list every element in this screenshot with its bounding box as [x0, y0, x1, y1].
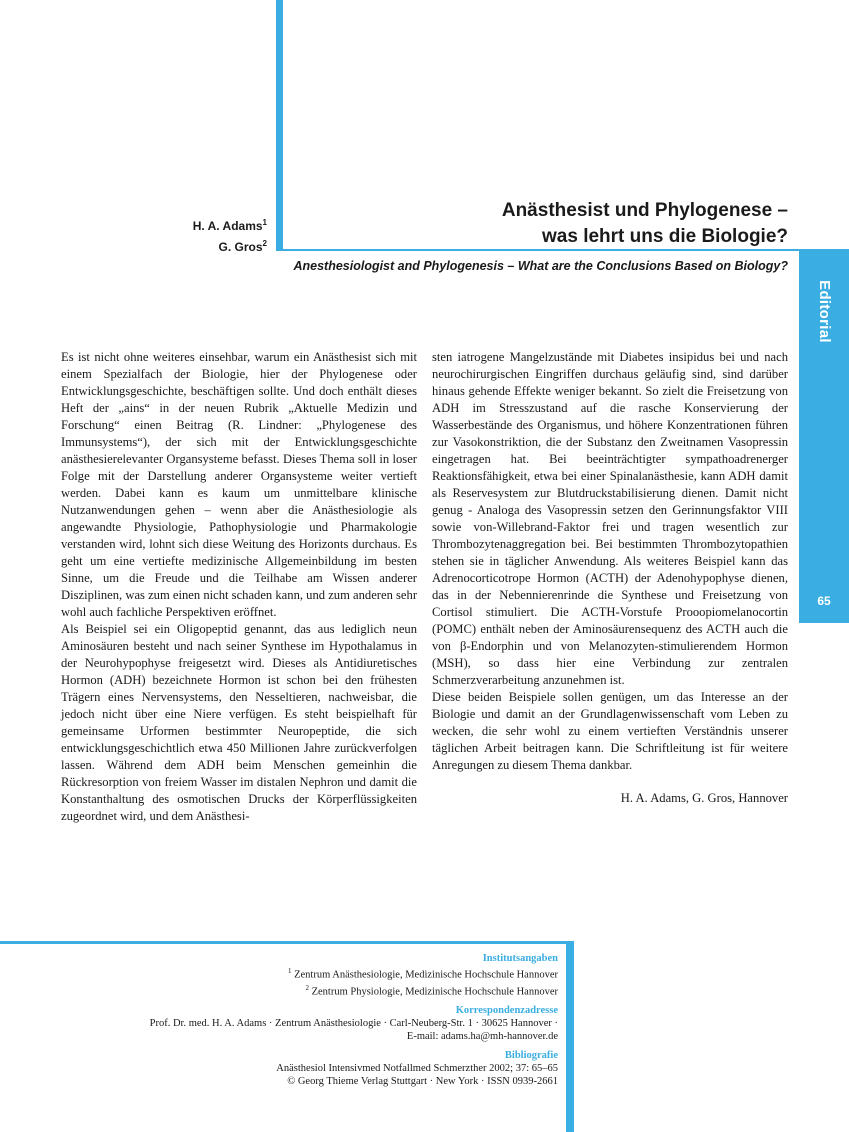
- institutions-heading: Institutsangaben: [482, 953, 558, 964]
- body-column-right: [432, 349, 788, 807]
- title-line: Anästhesist und Phylogenese –: [501, 200, 788, 221]
- section-label-text: Editorial: [815, 279, 833, 343]
- correspondence-heading: Korrespondenzadresse: [455, 1005, 558, 1016]
- bibliography-copyright: © Georg Thieme Verlag Stuttgart · New York · ISSN 0939-2661: [287, 1076, 558, 1087]
- institution-line: $^2$ Zentrum Physiologie, Medizinische Hochschule Hannover: [305, 983, 558, 997]
- author: H. A. Adams$^1$: [192, 218, 267, 233]
- bibliography-heading: Bibliografie: [504, 1050, 558, 1061]
- body-column-left: [61, 349, 417, 825]
- bibliography-citation: Anästhesiol Intensivmed Notfallmed Schmerzther 2002; 37: 65–65: [276, 1063, 558, 1074]
- accent-bar-vertical: [276, 0, 283, 251]
- author: G. Gros$^2$: [218, 239, 267, 254]
- footer-rule: [0, 941, 574, 944]
- section-label: [799, 251, 849, 371]
- footer-side-bar: [566, 941, 574, 1132]
- correspondence-email[interactable]: E-mail: adams.ha@mh-hannover.de: [406, 1031, 558, 1042]
- page-number: 65: [817, 594, 831, 608]
- title-line: was lehrt uns die Biologie?: [542, 226, 788, 247]
- article-subtitle: Anesthesiologist and Phylogenesis – What are the Conclusions Based on Biology?: [293, 259, 788, 273]
- author-list: [150, 214, 267, 256]
- article-title: [300, 198, 788, 250]
- article-info-box: [80, 952, 558, 1088]
- signature: H. A. Adams, G. Gros, Hannover: [620, 791, 788, 805]
- paragraph: Diese beiden Beispiele sollen genügen, um das Interesse an der Biologie und damit an der Grundlagenwissenschaft vom Leben zu wecken, die sehr wohl zu einem vertieften Verständnis unserer täglichen Arbeit beitragen kann. Die Schriftleitung ist für weitere Anregungen zu diesem Thema dankbar.: [432, 690, 788, 772]
- paragraph: sten iatrogene Mangelzustände mit Diabetes insipidus bei und nach neurochirurgischen Eingriffen durchaus geläufig sind, sind darüber hinaus gehende Effekte weniger bekannt. So zielt die Freisetzung von ADH im Stresszustand auf die rasche Konservierung der Wasserbestände des Organismus, und höhere Konzentrationen führen zur Vasokonstriktion, die der Substanz den Zweitnamen Vasopressin eingetragen hat. Bei beeinträchtigter sympathoadrenerger Reaktionsfähigkeit, etwa bei einer Spinalanästhesie, kann ADH damit als Reservesystem zur Blutdruckstabilisierung dienen. Damit nicht genug - Analoga des Vasopressin setzen den Gerinnungsfaktor VIII sowie von-Willebrand-Faktor frei und tragen wesentlich zur Thrombozytenaggregation bei. Bei bestimmten Thrombozytopathien stehen sie in täglicher Anwendung. Als weiteres Beispiel kann das Adrenocorticotrope Hormon (ACTH) der Adenohypophyse dienen, das in der Nebennierenrinde die Synthese und Freisetzung von Cortisol stimuliert. Die ACTH-Vorstufe Prooopiomelanocortin (POMC) enthält neben der Aminosäurensequenz des ACTH auch die von β-Endorphin und von Melanozyten-stimulierendem Hormon (MSH), so dass hier eine Verbindung zur zentralen Schmerzverarbeitung anzunehmen ist.: [432, 350, 788, 687]
- institution-line: $^1$ Zentrum Anästhesiologie, Medizinische Hochschule Hannover: [287, 967, 558, 981]
- correspondence-line: Prof. Dr. med. H. A. Adams · Zentrum Anästhesiologie · Carl-Neuberg-Str. 1 · 30625 Hannover ·: [149, 1018, 558, 1029]
- paragraph: Es ist nicht ohne weiteres einsehbar, warum ein Anästhesist sich mit einem Spezialfach der Biologie, hier der Phylogenese oder Entwicklungsgeschichte, beschäftigen sollte. Und doch enthält dieses Heft der „ains“ in der neuen Rubrik „Aktuelle Medizin und Forschung“ einen Beitrag (R. Lindner: „Phylogenese des Immunsystems“), der sich mit der Entwicklungsgeschichte anästhesierelevanter Organsysteme befasst. Dieses Thema soll in loser Folge mit der Darstellung anderer Organsysteme weiter vertieft werden. Dabei kann es kaum um unmittelbare klinische Nutzanwendungen gehen – wenn aber die Anästhesiologie als angewandte Physiologie, Pathophysiologie und Pharmakologie verstanden wird, lohnt sich diese Weitung des Horizonts durchaus. Es geht um eine vertiefte medizinische Allgemeinbildung im besten Sinne, um die Freude und die Teilhabe am Wissen anderer Disziplinen, was zum einen nicht schaden kann, und zum anderen sehr wohl auch fachliche Perspektiven eröffnet.: [61, 350, 418, 619]
- paragraph: Als Beispiel sei ein Oligopeptid genannt, das aus lediglich neun Aminosäuren besteht und nach seiner Synthese im Hypothalamus in der Neurohypophyse freigesetzt wird. Dieses als Antidiuretisches Hormon (ADH) bezeichnete Hormon ist schon bei den frühesten Trägern eines Nervensystems, den Nesseltieren, nachweisbar, die jedoch nicht über eine Niere verfügen. Es steht beispielhaft für gemeinsame Urformen bestimmter Neuropeptide, die sich entwicklungsgeschichtlich etwa 450 Millionen Jahre zurückverfolgen lassen. Während dem ADH beim Menschen gemeinhin die Rückresorption von freiem Wasser im distalen Nephron und damit die Konstanthaltung des osmotischen Drucks der Körperflüssigkeiten zugeordnet wird, und dem Anästhesi-: [61, 622, 417, 823]
